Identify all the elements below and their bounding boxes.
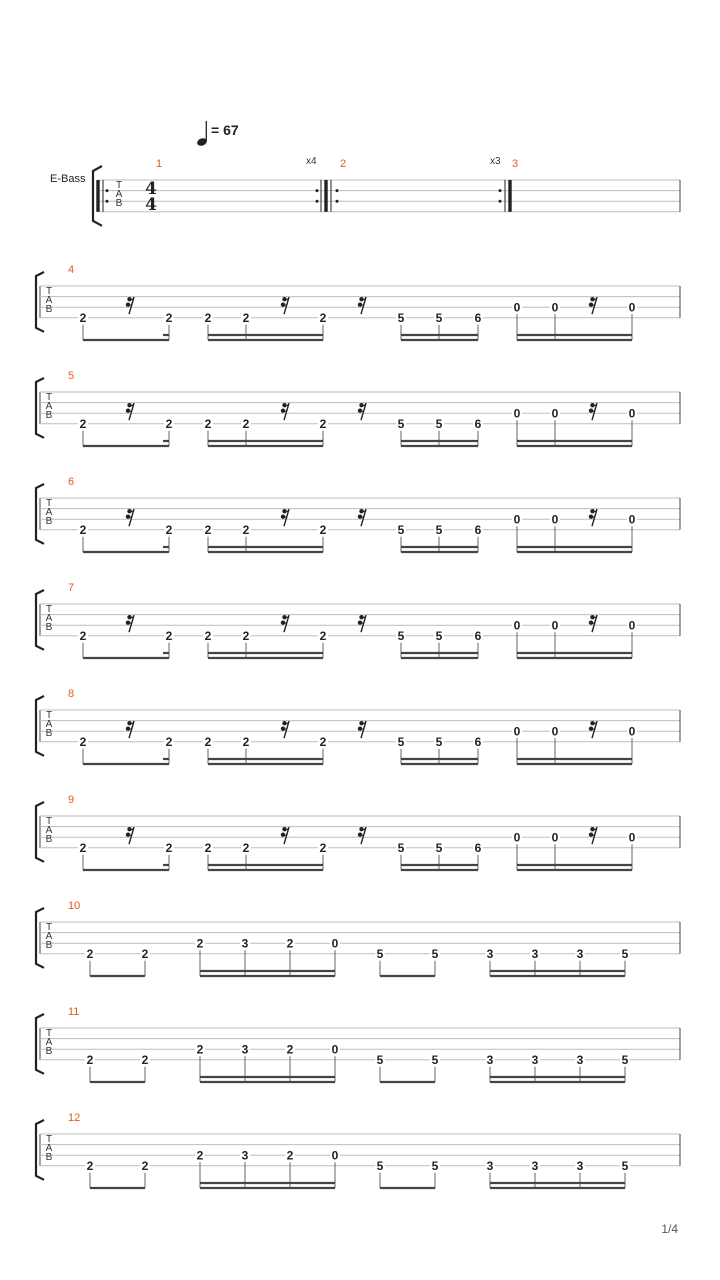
tab-system: [36, 794, 680, 870]
time-signature-bottom: 4: [145, 195, 157, 215]
fret-number: 2: [242, 735, 250, 750]
fret-number: 0: [551, 300, 559, 315]
fret-number: 2: [204, 735, 212, 750]
fret-number: 0: [628, 512, 636, 527]
tempo-label: = 67: [211, 122, 239, 138]
fret-number: 2: [79, 417, 87, 432]
tab-clef-letter: B: [45, 622, 53, 633]
tab-clef-letter: B: [45, 1152, 53, 1163]
fret-number: 6: [474, 311, 482, 326]
sixteenth-rest-icon: [281, 827, 289, 844]
sixteenth-rest-icon: [126, 615, 134, 632]
tab-clef-letter: B: [45, 304, 53, 315]
tab-clef-letter: T: [45, 816, 53, 827]
tab-clef-letter: T: [45, 1028, 53, 1039]
tab-clef-letter: A: [45, 613, 53, 624]
fret-number: 2: [319, 311, 327, 326]
fret-number: 2: [319, 523, 327, 538]
repeat-dot: [336, 189, 339, 192]
fret-number: 2: [165, 417, 173, 432]
tab-clef-letter: T: [45, 710, 53, 721]
sixteenth-rest-icon: [126, 721, 134, 738]
fret-number: 2: [86, 1053, 94, 1068]
fret-number: 3: [531, 1159, 539, 1174]
fret-number: 5: [397, 735, 405, 750]
sixteenth-rest-icon: [589, 297, 597, 314]
tab-clef-letter: B: [45, 516, 53, 527]
fret-number: 3: [241, 1042, 249, 1057]
tab-clef-letter: A: [45, 931, 53, 942]
fret-number: 3: [486, 1159, 494, 1174]
fret-number: 0: [331, 936, 339, 951]
fret-number: 5: [397, 523, 405, 538]
fret-number: 2: [204, 311, 212, 326]
fret-number: 5: [435, 523, 443, 538]
fret-number: 2: [204, 841, 212, 856]
tab-system: [36, 1006, 680, 1082]
tab-clef-letter: A: [45, 401, 53, 412]
fret-number: 5: [397, 417, 405, 432]
sixteenth-rest-icon: [126, 403, 134, 420]
fret-number: 3: [486, 947, 494, 962]
tab-clef-letter: T: [45, 1134, 53, 1145]
fret-number: 0: [513, 830, 521, 845]
fret-number: 2: [86, 1159, 94, 1174]
fret-number: 5: [621, 1159, 629, 1174]
fret-number: 2: [242, 841, 250, 856]
tab-clef-letter: T: [45, 286, 53, 297]
fret-number: 2: [141, 1159, 149, 1174]
fret-number: 2: [204, 523, 212, 538]
tab-clef-letter: T: [115, 180, 123, 191]
fret-number: 2: [286, 1042, 294, 1057]
tab-clef-letter: T: [45, 922, 53, 933]
fret-number: 2: [196, 1148, 204, 1163]
repeat-dot: [499, 200, 502, 203]
fret-number: 0: [513, 724, 521, 739]
sixteenth-rest-icon: [589, 509, 597, 526]
repeat-count: x4: [306, 156, 317, 167]
fret-number: 3: [531, 1053, 539, 1068]
tab-system: [36, 370, 680, 446]
first-system: [93, 156, 680, 226]
fret-number: 2: [204, 417, 212, 432]
tab-clef-letter: B: [45, 728, 53, 739]
fret-number: 0: [628, 406, 636, 421]
sixteenth-rest-icon: [358, 297, 366, 314]
tab-system: [36, 900, 680, 976]
measure-number: 10: [68, 900, 81, 912]
sixteenth-rest-icon: [281, 403, 289, 420]
fret-number: 2: [319, 417, 327, 432]
fret-number: 5: [397, 841, 405, 856]
score-header: [50, 121, 239, 185]
fret-number: 0: [331, 1042, 339, 1057]
sixteenth-rest-icon: [281, 297, 289, 314]
tab-clef-letter: T: [45, 498, 53, 509]
fret-number: 0: [551, 830, 559, 845]
fret-number: 2: [196, 1042, 204, 1057]
sixteenth-rest-icon: [589, 827, 597, 844]
measure-number: 1: [156, 158, 163, 170]
fret-number: 0: [628, 724, 636, 739]
fret-number: 5: [376, 947, 384, 962]
instrument-name: E-Bass: [50, 173, 86, 185]
fret-number: 2: [79, 629, 87, 644]
repeat-dot: [336, 200, 339, 203]
fret-number: 2: [165, 841, 173, 856]
fret-number: 0: [551, 618, 559, 633]
repeat-dot: [316, 189, 319, 192]
fret-number: 2: [319, 735, 327, 750]
tab-clef-letter: T: [45, 604, 53, 615]
fret-number: 6: [474, 735, 482, 750]
fret-number: 2: [204, 629, 212, 644]
fret-number: 5: [435, 735, 443, 750]
tab-system: [36, 264, 680, 340]
fret-number: 2: [79, 735, 87, 750]
fret-number: 2: [242, 417, 250, 432]
fret-number: 5: [435, 417, 443, 432]
fret-number: 3: [486, 1053, 494, 1068]
fret-number: 2: [319, 629, 327, 644]
fret-number: 2: [286, 936, 294, 951]
fret-number: 3: [241, 936, 249, 951]
tab-clef-letter: A: [115, 189, 123, 200]
tab-clef-letter: A: [45, 1037, 53, 1048]
sixteenth-rest-icon: [358, 827, 366, 844]
fret-number: 5: [435, 629, 443, 644]
sixteenth-rest-icon: [126, 297, 134, 314]
sixteenth-rest-icon: [358, 509, 366, 526]
fret-number: 2: [79, 311, 87, 326]
fret-number: 5: [431, 1159, 439, 1174]
fret-number: 5: [397, 629, 405, 644]
fret-number: 0: [551, 512, 559, 527]
repeat-dot: [316, 200, 319, 203]
sixteenth-rest-icon: [126, 827, 134, 844]
fret-number: 6: [474, 841, 482, 856]
sixteenth-rest-icon: [281, 721, 289, 738]
tab-system: [36, 688, 680, 764]
fret-number: 2: [141, 1053, 149, 1068]
fret-number: 2: [319, 841, 327, 856]
fret-number: 2: [196, 936, 204, 951]
tab-system: [36, 1112, 680, 1188]
tab-clef-letter: A: [45, 825, 53, 836]
fret-number: 3: [576, 1159, 584, 1174]
sixteenth-rest-icon: [589, 403, 597, 420]
fret-number: 3: [576, 1053, 584, 1068]
sixteenth-rest-icon: [358, 615, 366, 632]
fret-number: 2: [86, 947, 94, 962]
measure-number: 7: [68, 582, 75, 594]
measure-number: 9: [68, 794, 75, 806]
fret-number: 6: [474, 523, 482, 538]
fret-number: 6: [474, 417, 482, 432]
fret-number: 0: [628, 300, 636, 315]
fret-number: 2: [141, 947, 149, 962]
fret-number: 2: [79, 841, 87, 856]
fret-number: 0: [551, 406, 559, 421]
fret-number: 5: [621, 947, 629, 962]
fret-number: 2: [165, 629, 173, 644]
fret-number: 5: [621, 1053, 629, 1068]
sixteenth-rest-icon: [358, 403, 366, 420]
fret-number: 0: [513, 512, 521, 527]
tab-system: [36, 476, 680, 552]
measure-number: 5: [68, 370, 75, 382]
tab-clef-letter: B: [115, 198, 123, 209]
tab-clef-letter: B: [45, 1046, 53, 1057]
tab-systems: [36, 264, 680, 1188]
measure-number: 8: [68, 688, 75, 700]
fret-number: 5: [431, 947, 439, 962]
tab-system: [36, 582, 680, 658]
measure-number: 11: [68, 1006, 80, 1018]
fret-number: 3: [576, 947, 584, 962]
repeat-dot: [106, 200, 109, 203]
sixteenth-rest-icon: [358, 721, 366, 738]
fret-number: 3: [241, 1148, 249, 1163]
fret-number: 5: [435, 841, 443, 856]
fret-number: 2: [242, 523, 250, 538]
tab-clef-letter: A: [45, 1143, 53, 1154]
fret-number: 5: [397, 311, 405, 326]
fret-number: 0: [628, 618, 636, 633]
sixteenth-rest-icon: [281, 615, 289, 632]
tab-clef-letter: B: [45, 834, 53, 845]
measure-number: 3: [512, 158, 519, 170]
tab-clef-letter: A: [45, 719, 53, 730]
tab-clef-letter: A: [45, 507, 53, 518]
fret-number: 5: [376, 1159, 384, 1174]
repeat-count: x3: [490, 156, 501, 167]
fret-number: 5: [431, 1053, 439, 1068]
fret-number: 0: [513, 406, 521, 421]
repeat-dot: [499, 189, 502, 192]
fret-number: 6: [474, 629, 482, 644]
tab-clef-letter: B: [45, 940, 53, 951]
measure-number: 12: [68, 1112, 81, 1124]
tab-clef-letter: T: [45, 392, 53, 403]
sixteenth-rest-icon: [589, 721, 597, 738]
fret-number: 2: [242, 311, 250, 326]
measure-number: 2: [340, 158, 347, 170]
fret-number: 2: [79, 523, 87, 538]
tab-clef-letter: A: [45, 295, 53, 306]
fret-number: 2: [165, 311, 173, 326]
page-number: 1/4: [661, 1222, 678, 1236]
measure-number: 6: [68, 476, 75, 488]
tab-clef-letter: B: [45, 410, 53, 421]
repeat-dot: [106, 189, 109, 192]
fret-number: 0: [628, 830, 636, 845]
fret-number: 2: [286, 1148, 294, 1163]
fret-number: 2: [242, 629, 250, 644]
sixteenth-rest-icon: [589, 615, 597, 632]
fret-number: 0: [513, 618, 521, 633]
fret-number: 0: [331, 1148, 339, 1163]
fret-number: 0: [513, 300, 521, 315]
time-signature-top: 4: [145, 179, 157, 199]
fret-number: 2: [165, 523, 173, 538]
sixteenth-rest-icon: [281, 509, 289, 526]
fret-number: 3: [531, 947, 539, 962]
fret-number: 0: [551, 724, 559, 739]
measure-number: 4: [68, 264, 75, 276]
fret-number: 5: [435, 311, 443, 326]
fret-number: 5: [376, 1053, 384, 1068]
fret-number: 2: [165, 735, 173, 750]
quarter-note-icon: [196, 121, 208, 147]
sixteenth-rest-icon: [126, 509, 134, 526]
